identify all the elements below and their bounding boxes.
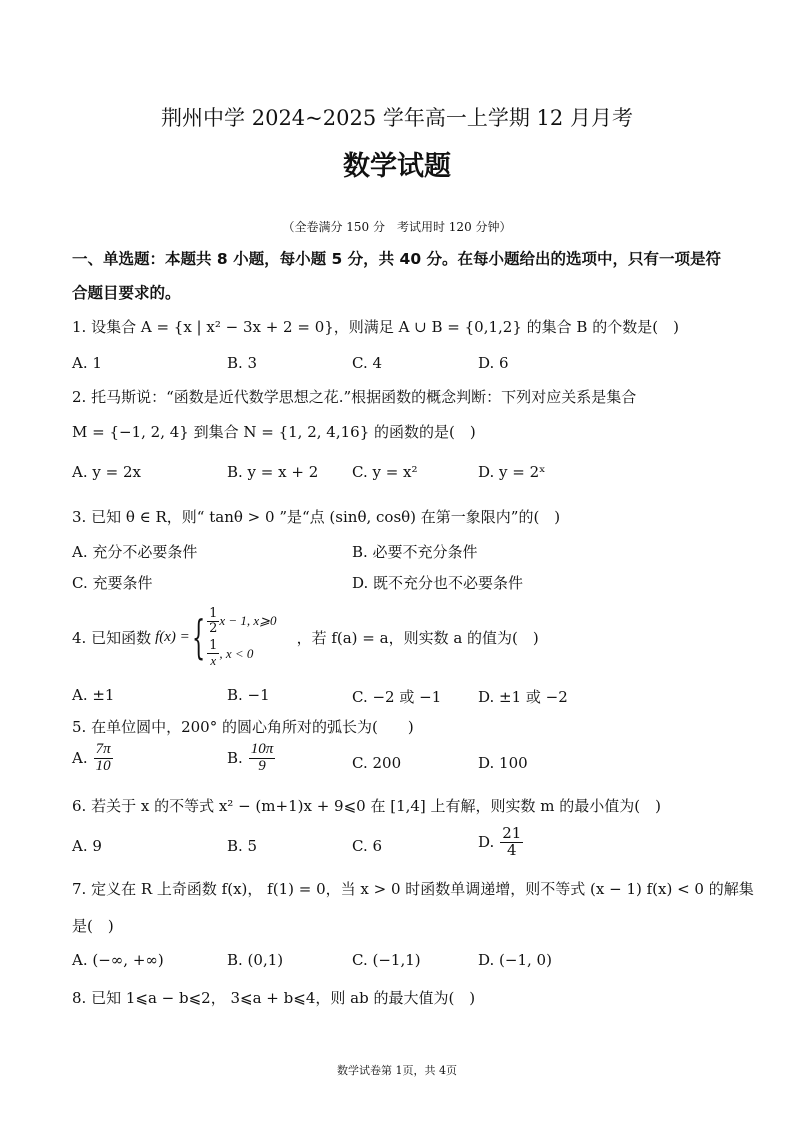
question-6-option-b: B. 5 [227,837,258,855]
option-d-fraction: $\frac{21}{4}$ [502,824,522,859]
case-2-fraction: $\frac{1}{x}$ [209,638,218,668]
question-7-option-a: A. (−∞, +∞) [72,951,164,969]
question-1-option-a: A. 1 [72,354,102,372]
question-3-option-a: A. 充分不必要条件 [72,543,198,561]
question-7-stem-line1: 7. 定义在 R 上奇函数 f(x)， f(1) = 0，当 x > 0 时函数单调递增，则不等式 (x − 1) f(x) < 0 的解集 [72,880,754,898]
piecewise-brace-icon: { [191,610,206,665]
question-6-stem: 6. 若关于 x 的不等式 x² − (m+1)x + 9⩽0 在 [1,4] 上有解，则实数 m 的最小值为( ) [72,797,662,815]
question-1-option-c: C. 4 [352,354,383,372]
question-4-stem [72,607,539,668]
page-footer: 数学试卷第 1页，共 4页 [337,1064,457,1077]
exam-info: （全卷满分 150 分 考试用时 120 分钟） [282,220,512,234]
question-1-stem: 1. 设集合 A = {x | x² − 3x + 2 = 0}，则满足 A ∪ B = {0,1,2} 的集合 B 的个数是( ) [72,318,679,336]
question-2-stem-line2: M = {−1, 2, 4} 到集合 N = {1, 2, 4,16} 的函数的是( ) [72,423,476,441]
question-3-stem: 3. 已知 θ ∈ R，则“ tanθ > 0 ”是“点 (sinθ, cosθ) 在第一象限内”的( ) [72,508,561,526]
question-3-option-c: C. 充要条件 [72,574,153,592]
question-6-option-c: C. 6 [352,837,383,855]
question-5-option-b: B. $\frac{10\pi}{9}$ [227,741,274,774]
option-b-fraction: $\frac{10\pi}{9}$ [250,741,274,774]
question-5-option-a: A. $\frac{7\pi}{10}$ [72,741,111,774]
question-1-option-b: B. 3 [227,354,258,372]
question-1-option-d: D. 6 [478,354,509,372]
piecewise-cases [207,607,277,668]
question-4-option-d: D. ±1 或 −2 [478,688,568,706]
question-4-option-a: A. ±1 [72,686,115,704]
question-5-stem: 5. 在单位圆中，200° 的圆心角所对的弧长为( ) [72,718,414,736]
piecewise-case-1: $\frac{1}{2}$ x − 1, x⩾0 [209,606,277,636]
question-3-option-d: D. 既不充分也不必要条件 [352,574,524,592]
question-6-option-d: D. $\frac{21}{4}$ [478,824,522,859]
case-1-fraction: $\frac{1}{2}$ [209,606,218,636]
question-7-option-d: D. (−1, 0) [478,951,552,969]
question-4-stem-suffix: ，若 f(a) = a，则实数 a 的值为( ) [296,628,539,647]
question-2-option-b: B. y = x + 2 [227,463,319,481]
question-4-option-c: C. −2 或 −1 [352,688,442,706]
question-2-option-a: A. y = 2x [72,463,141,481]
question-5-option-c: C. 200 [352,754,402,772]
question-7-option-b: B. (0,1) [227,951,284,969]
question-8-stem: 8. 已知 1⩽a − b⩽2， 3⩽a + b⩽4，则 ab 的最大值为( ) [72,989,476,1007]
piecewise-case-2: $\frac{1}{x}$ , x < 0 [209,638,254,668]
question-3-option-b: B. 必要不充分条件 [352,543,478,561]
question-7-stem-line2: 是( ) [72,917,114,935]
section-heading-line1: 一、单选题：本题共 8 小题，每小题 5 分，共 40 分。在每小题给出的选项中，只有一项是符 [72,250,722,268]
option-a-fraction: $\frac{7\pi}{10}$ [95,741,111,774]
question-7-option-c: C. (−1,1) [352,951,421,969]
question-6-option-a: A. 9 [72,837,102,855]
question-4-function-name: f(x) = [155,628,190,645]
question-2-stem-line1: 2. 托马斯说：“函数是近代数学思想之花.”根据函数的概念判断：下列对应关系是集合 [72,388,637,406]
question-2-option-c: C. y = x² [352,463,418,481]
section-heading-line2: 合题目要求的。 [72,284,181,302]
question-4-option-b: B. −1 [227,686,270,704]
exam-subtitle: 数学试题 [343,151,451,182]
question-2-option-d: D. y = 2ˣ [478,463,546,481]
question-4-stem-prefix: 4. 已知函数 [72,628,152,647]
question-5-option-d: D. 100 [478,754,528,772]
exam-title: 荆州中学 2024~2025 学年高一上学期 12 月月考 [161,106,633,130]
